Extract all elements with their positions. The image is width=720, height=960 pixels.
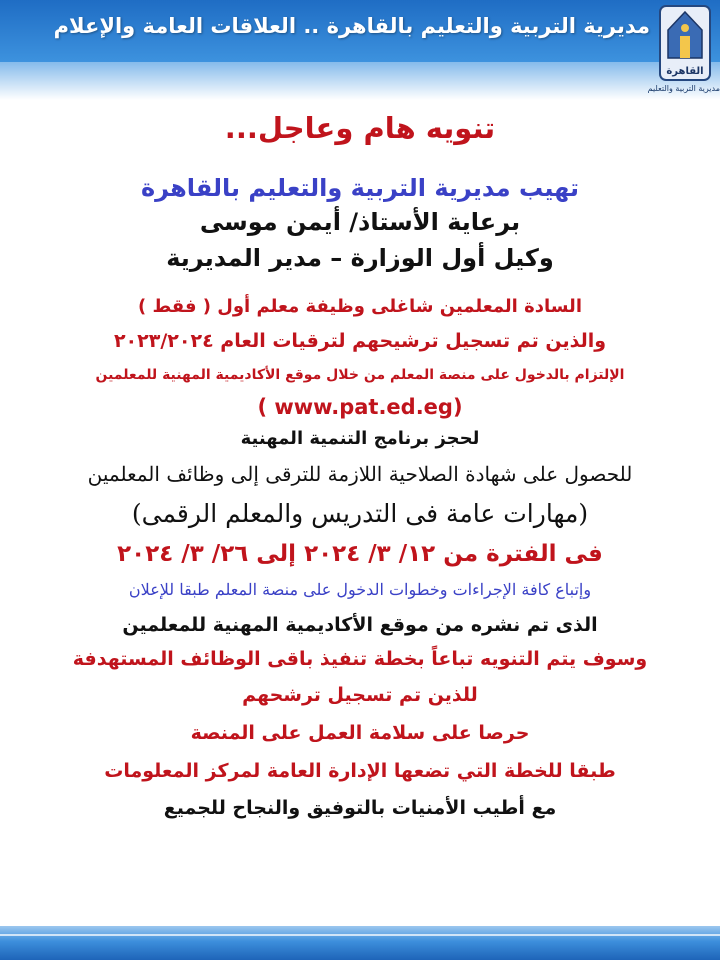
notice-line-5: والذين تم تسجيل ترشيحهم لترقيات العام ٢٠٢٣/٢٠٢٤ — [113, 330, 607, 352]
notice-line-1: تهيب مديرية التربية والتعليم بالقاهرة — [140, 174, 579, 202]
header-banner — [0, 0, 720, 100]
notice-line-3: وكيل أول الوزارة – مدير المديرية — [166, 244, 554, 272]
notice-line-4: السادة المعلمين شاغلى وظيفة معلم أول ( فقط ) — [137, 296, 582, 317]
footer-divider — [0, 934, 720, 936]
footer-band — [0, 926, 720, 960]
notice-heading: تنويه هام وعاجل... — [224, 111, 496, 145]
notice-closing: مع أطيب الأمنيات بالتوفيق والنجاح للجميع — [163, 797, 557, 819]
notice-line-2: برعاية الأستاذ/ أيمن موسى — [199, 208, 521, 236]
notice-line-12: وإتباع كافة الإجراءات وخطوات الدخول على منصة المعلم طبقا للإعلان — [128, 580, 592, 599]
notice-website: ( www.pat.ed.eg) — [257, 395, 463, 419]
notice-body — [0, 108, 720, 826]
logo-caption: مديرية التربية والتعليم — [647, 84, 720, 93]
notice-line-17: طبقا للخطة التي تضعها الإدارة العامة لمركز المعلومات — [104, 760, 616, 782]
notice-line-16: حرصا على سلامة العمل على المنصة — [190, 722, 530, 744]
notice-line-9: للحصول على شهادة الصلاحية اللازمة للترقى إلى وظائف المعلمين — [87, 462, 633, 486]
notice-line-8: لحجز برنامج التنمية المهنية — [240, 428, 480, 449]
notice-line-15: للذين تم تسجيل ترشحهم — [242, 684, 478, 706]
notice-line-10: (مهارات عامة فى التدريس والمعلم الرقمى) — [131, 499, 589, 528]
notice-period: فى الفترة من ١٢/ ٣/ ٢٠٢٤ إلى ٢٦/ ٣/ ٢٠٢٤ — [117, 541, 603, 567]
notice-line-14: وسوف يتم التنويه تباعاً بخطة تنفيذ باقى الوظائف المستهدفة — [72, 648, 648, 670]
notice-line-13: الذى تم نشره من موقع الأكاديمية المهنية للمعلمين — [122, 614, 598, 636]
header-title: مديرية التربية والتعليم بالقاهرة .. العلاقات العامة والإعلام — [53, 14, 650, 38]
notice-line-6: الإلتزام بالدخول على منصة المعلم من خلال موقع الأكاديمية المهنية للمعلمين — [95, 367, 625, 383]
logo-text: القاهرة — [666, 66, 704, 77]
